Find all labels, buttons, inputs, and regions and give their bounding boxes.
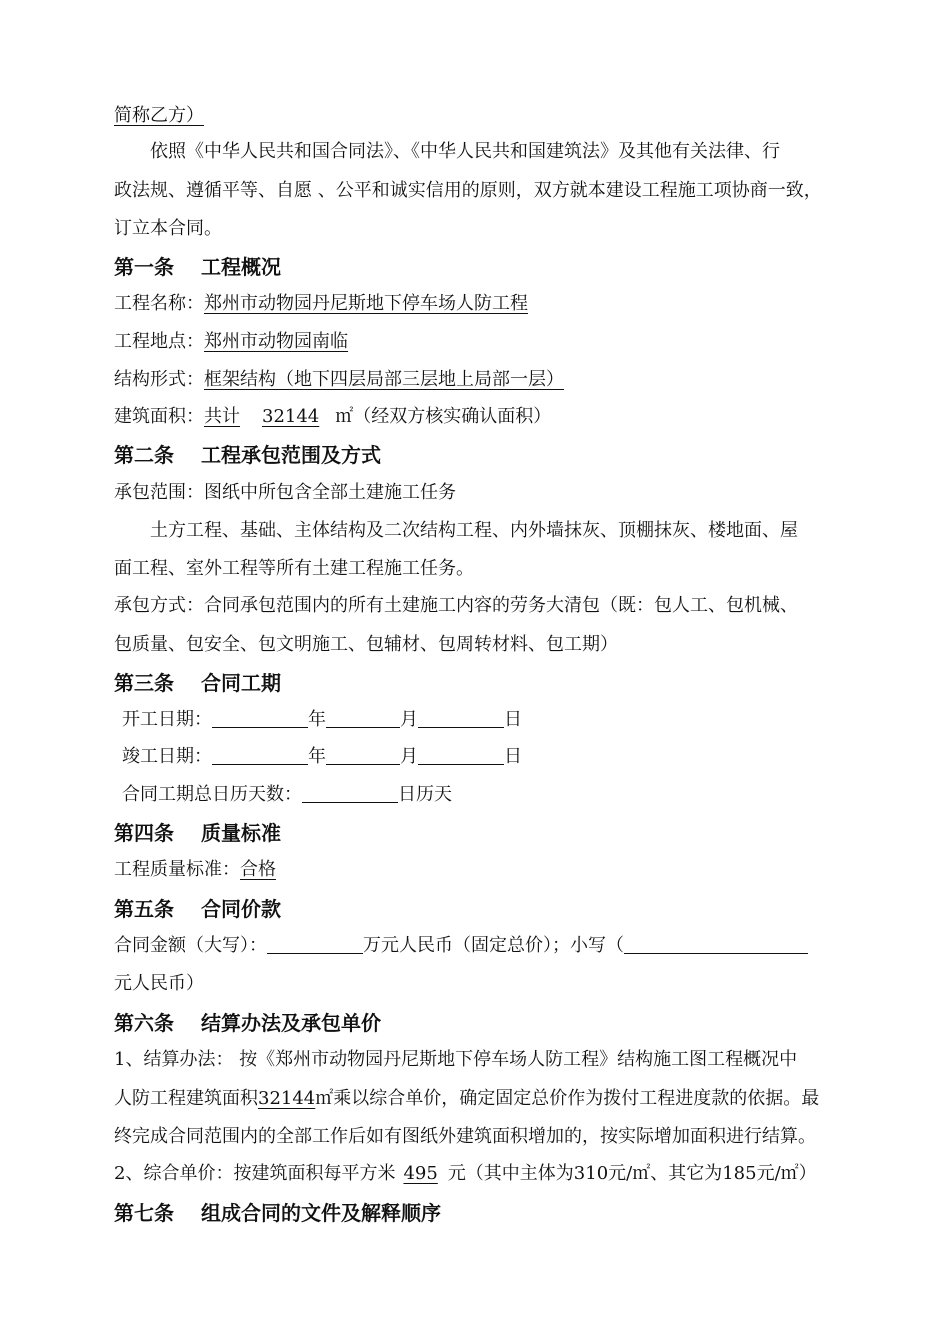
- start-month-blank: [326, 709, 400, 728]
- quality-value: 合格: [240, 859, 276, 880]
- project-site-label: 工程地点：: [114, 331, 204, 352]
- start-date-label: 开工日期：: [122, 709, 212, 730]
- unit-price-label: 2、综合单价：按建筑面积每平方米: [114, 1163, 396, 1184]
- settlement-area-text: 人防工程建筑面积: [114, 1088, 258, 1109]
- quality-row: [114, 858, 276, 882]
- contract-amount-row: [114, 934, 808, 958]
- settlement-line-3: 终完成合同范围内的全部工作后如有图纸外建筑面积增加的，按实际增加面积进行结算。: [114, 1126, 816, 1147]
- end-month-blank: [326, 746, 400, 765]
- project-name-row: [114, 292, 534, 316]
- structure-label: 结构形式：: [114, 369, 204, 390]
- article-4-heading: 第四条 质量标准: [114, 821, 281, 845]
- start-year-blank: [212, 709, 308, 728]
- unit-price-value: 495: [403, 1163, 438, 1184]
- article-1-heading: 第一条 工程概况: [114, 255, 281, 279]
- floor-area-label: 建筑面积：: [114, 406, 204, 427]
- end-date-label: 竣工日期：: [122, 746, 212, 767]
- floor-area-row: [114, 405, 551, 429]
- basis-line-2: 政法规、遵循平等、自愿 、公平和诚实信用的原则，双方就本建设工程施工项协商一致，: [114, 180, 822, 201]
- party-b-suffix: 简称乙方）: [114, 105, 204, 126]
- amount-label: 合同金额（大写）：: [114, 935, 267, 956]
- amount-words-blank: [267, 935, 363, 954]
- start-date-row: [122, 708, 522, 732]
- day-label: 日: [504, 709, 522, 730]
- total-days-suffix: 日历天: [398, 784, 452, 805]
- amount-figures-blank: [624, 935, 808, 954]
- project-site-value: 郑州市动物园南临: [204, 331, 348, 352]
- floor-area-prefix: 共计: [204, 406, 240, 427]
- basis-line-1: 依照《中华人民共和国合同法》、《中华人民共和国建筑法》及其他有关法律、行: [150, 141, 780, 162]
- year-label: 年: [308, 746, 326, 767]
- scope-row: [114, 481, 456, 505]
- settlement-area-post: ㎡乘以综合单价，确定固定总价作为拨付工程进度款的依据。最: [315, 1088, 820, 1109]
- quality-label: 工程质量标准：: [114, 859, 240, 880]
- scope-detail-line-2: 面工程、室外工程等所有土建工程施工任务。: [114, 558, 474, 579]
- mode-line-2: 包质量、包安全、包文明施工、包辅材、包周转材料、包工期）: [114, 634, 618, 655]
- end-date-row: [122, 745, 522, 769]
- unit-price-row: [114, 1162, 817, 1186]
- settlement-line-1: 1、结算办法： 按《郑州市动物园丹尼斯地下停车场人防工程》结构施工图工程概况中: [114, 1049, 798, 1070]
- article-7-heading: 第七条 组成合同的文件及解释顺序: [114, 1201, 441, 1225]
- year-label: 年: [308, 709, 326, 730]
- amount-tail: 元人民币）: [114, 973, 204, 994]
- project-site-row: [114, 330, 354, 354]
- scope-value: 图纸中所包含全部土建施工任务: [204, 482, 456, 503]
- end-day-blank: [418, 746, 504, 765]
- article-3-heading: 第三条 合同工期: [114, 671, 281, 695]
- total-days-blank: [302, 784, 398, 803]
- structure-row: [114, 368, 564, 392]
- scope-detail-line-1: 土方工程、基础、主体结构及二次结构工程、内外墙抹灰、顶棚抹灰、楼地面、屋: [150, 520, 798, 541]
- article-2-heading: 第二条 工程承包范围及方式: [114, 443, 381, 467]
- settlement-line-2: [114, 1087, 819, 1111]
- floor-area-value: 32144: [262, 406, 320, 427]
- project-name-value: 郑州市动物园丹尼斯地下停车场人防工程: [204, 293, 528, 314]
- amount-mid: 万元人民币（固定总价）；小写（: [363, 935, 624, 956]
- mode-line-1: 承包方式：合同承包范围内的所有土建施工内容的劳务大清包（既：包人工、包机械、: [114, 595, 798, 616]
- article-6-heading: 第六条 结算办法及承包单价: [114, 1011, 381, 1035]
- month-label: 月: [400, 746, 418, 767]
- day-label: 日: [504, 746, 522, 767]
- total-days-row: [122, 783, 452, 807]
- start-day-blank: [418, 709, 504, 728]
- project-name-label: 工程名称：: [114, 293, 204, 314]
- article-5-heading: 第五条 合同价款: [114, 897, 281, 921]
- month-label: 月: [400, 709, 418, 730]
- floor-area-suffix: ㎡（经双方核实确认面积）: [335, 406, 552, 427]
- structure-value: 框架结构（地下四层局部三层地上局部一层）: [204, 369, 564, 390]
- settlement-area-value: 32144: [258, 1088, 316, 1109]
- basis-line-3: 订立本合同。: [114, 218, 222, 239]
- unit-price-detail: 元（其中主体为310元/㎡、其它为185元/㎡）: [447, 1163, 817, 1184]
- total-days-label: 合同工期总日历天数：: [122, 784, 302, 805]
- end-year-blank: [212, 746, 308, 765]
- scope-label: 承包范围：: [114, 482, 204, 503]
